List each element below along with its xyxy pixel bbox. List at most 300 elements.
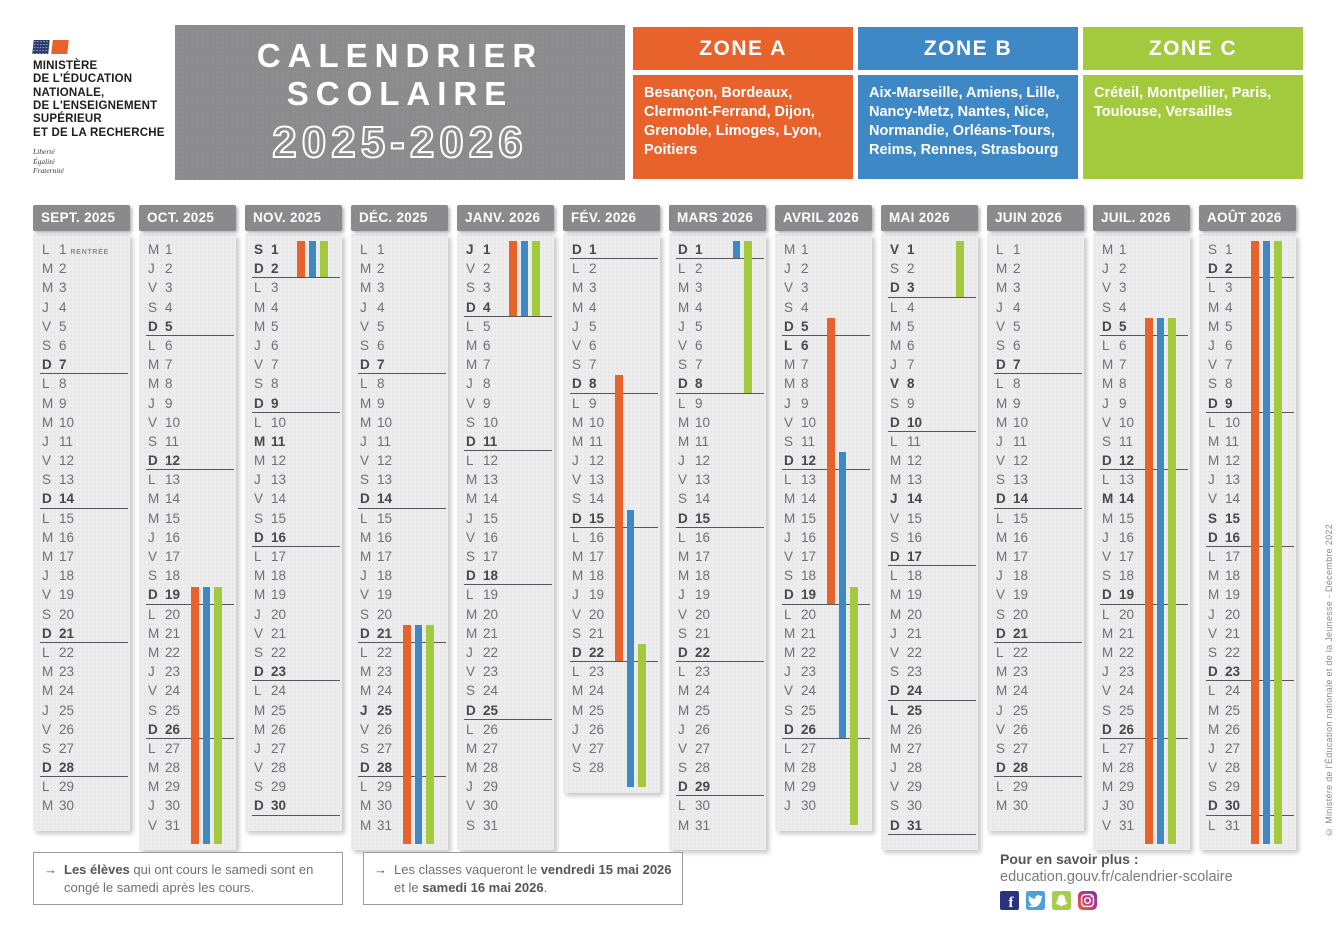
day-letter: M xyxy=(1208,318,1220,334)
month-header: AVRIL 2026 xyxy=(775,205,872,231)
day-number: 2 xyxy=(589,261,597,277)
day-number: 20 xyxy=(59,606,75,622)
day-letter: S xyxy=(890,261,900,277)
day-number: 16 xyxy=(59,529,75,545)
day-row xyxy=(245,720,342,739)
day-number: 9 xyxy=(59,395,67,411)
day-number: 4 xyxy=(589,299,597,315)
day-number: 25 xyxy=(801,702,817,718)
day-number: 31 xyxy=(377,817,393,833)
day-letter: M xyxy=(360,817,372,833)
day-row xyxy=(987,278,1084,297)
month-header: SEPT. 2025 xyxy=(33,205,130,231)
day-number: 10 xyxy=(483,414,499,430)
day-row xyxy=(987,662,1084,681)
day-letter: S xyxy=(1208,242,1218,257)
day-row xyxy=(563,336,660,355)
day-letter: M xyxy=(678,549,690,564)
day-letter: J xyxy=(148,395,155,411)
day-row xyxy=(33,489,130,508)
day-letter: S xyxy=(42,740,52,756)
day-row xyxy=(987,355,1084,374)
day-number: 27 xyxy=(695,740,711,756)
day-number: 4 xyxy=(801,299,809,315)
day-number: 14 xyxy=(801,491,817,507)
day-letter: D xyxy=(1102,453,1112,469)
day-row xyxy=(669,528,766,547)
day-number: 8 xyxy=(483,376,491,392)
day-row xyxy=(33,701,130,720)
day-number: 2 xyxy=(165,261,173,277)
day-number: 5 xyxy=(1013,318,1021,334)
day-number: 26 xyxy=(1225,721,1241,737)
day-number: 28 xyxy=(907,760,923,776)
day-letter: M xyxy=(360,664,372,680)
day-letter: M xyxy=(42,395,54,411)
day-letter: M xyxy=(42,664,54,680)
day-number: 5 xyxy=(695,318,703,334)
day-letter: D xyxy=(572,376,582,392)
day-row xyxy=(245,624,342,643)
day-letter: S xyxy=(148,433,158,449)
day-row xyxy=(457,432,554,451)
note-part: vendredi 15 mai 2026 xyxy=(540,862,672,877)
day-letter: L xyxy=(678,664,686,680)
day-letter: V xyxy=(148,414,158,430)
day-number: 29 xyxy=(483,779,499,795)
snapchat-icon[interactable] xyxy=(1052,891,1071,910)
vacation-bar-zone-b xyxy=(1263,241,1271,844)
day-letter: M xyxy=(254,433,266,449)
day-row xyxy=(351,605,448,624)
day-letter: S xyxy=(996,606,1006,622)
day-letter: S xyxy=(1102,568,1112,584)
day-letter: J xyxy=(678,721,685,737)
day-number: 21 xyxy=(1013,625,1029,641)
note-ascension-bridge xyxy=(363,852,683,905)
day-letter: S xyxy=(1208,510,1218,526)
day-letter: V xyxy=(1208,491,1218,507)
instagram-icon[interactable] xyxy=(1078,891,1097,910)
day-row xyxy=(669,509,766,528)
month-body xyxy=(987,234,1084,831)
day-letter: M xyxy=(784,644,796,660)
day-letter: M xyxy=(42,798,54,814)
day-row xyxy=(139,509,236,528)
day-letter: J xyxy=(148,798,155,814)
day-letter: M xyxy=(678,280,690,296)
day-row xyxy=(987,489,1084,508)
day-row xyxy=(881,355,978,374)
day-row xyxy=(457,317,554,336)
day-number: 24 xyxy=(165,683,181,699)
day-number: 23 xyxy=(271,664,287,680)
day-letter: L xyxy=(148,337,156,353)
day-letter: D xyxy=(254,664,264,680)
day-number: 27 xyxy=(59,740,75,756)
day-row xyxy=(245,758,342,777)
day-letter: S xyxy=(254,376,264,392)
day-letter: L xyxy=(148,740,156,756)
day-row xyxy=(881,739,978,758)
flag-orange-square xyxy=(51,40,68,54)
day-number: 27 xyxy=(907,740,923,756)
day-number: 3 xyxy=(59,280,67,296)
day-number: 21 xyxy=(695,625,711,641)
day-number: 26 xyxy=(377,721,393,737)
zone-a-box xyxy=(633,27,853,179)
day-row xyxy=(139,489,236,508)
day-letter: L xyxy=(678,798,686,814)
day-letter: M xyxy=(996,261,1008,277)
day-number: 25 xyxy=(59,702,75,718)
day-row xyxy=(245,413,342,432)
day-letter: V xyxy=(1208,760,1218,776)
day-letter: J xyxy=(572,587,579,603)
day-row xyxy=(987,317,1084,336)
day-letter: S xyxy=(148,299,158,315)
day-number: 17 xyxy=(165,549,181,564)
day-letter: D xyxy=(996,760,1006,776)
day-row xyxy=(139,394,236,413)
vacation-bar-zone-a xyxy=(403,625,411,844)
day-letter: L xyxy=(466,721,474,737)
day-number: 19 xyxy=(589,587,605,603)
day-letter: L xyxy=(42,510,50,526)
day-number: 29 xyxy=(59,779,75,795)
day-letter: D xyxy=(1208,798,1218,814)
vacation-bar-zone-b xyxy=(839,452,847,738)
day-number: 5 xyxy=(165,318,173,334)
day-row xyxy=(563,278,660,297)
twitter-icon[interactable] xyxy=(1026,891,1045,910)
day-number: 11 xyxy=(907,433,922,449)
day-number: 3 xyxy=(271,280,279,296)
vacation-bar-zone-b xyxy=(1157,318,1165,844)
day-number: 8 xyxy=(59,376,67,392)
day-letter: L xyxy=(42,242,50,257)
day-number: 26 xyxy=(801,721,817,737)
day-number: 16 xyxy=(377,529,393,545)
day-letter: D xyxy=(148,721,158,737)
day-number: 11 xyxy=(271,433,286,449)
day-number: 18 xyxy=(1225,568,1241,584)
vacation-bar-zone-b xyxy=(521,241,529,316)
day-number: 18 xyxy=(165,568,181,584)
day-row xyxy=(33,509,130,528)
day-row xyxy=(351,489,448,508)
day-number: 26 xyxy=(271,721,287,737)
day-number: 15 xyxy=(695,510,711,526)
day-letter: S xyxy=(466,414,476,430)
note-saturday-classes xyxy=(33,852,343,905)
day-number: 20 xyxy=(1225,606,1241,622)
day-row xyxy=(351,547,448,566)
day-letter: J xyxy=(148,529,155,545)
day-letter: D xyxy=(1208,395,1218,411)
day-letter: D xyxy=(466,702,476,718)
day-row xyxy=(669,432,766,451)
day-row xyxy=(33,528,130,547)
day-number: 12 xyxy=(589,453,605,469)
day-number: 17 xyxy=(1013,549,1029,564)
day-letter: S xyxy=(1102,299,1112,315)
day-letter: D xyxy=(890,683,900,699)
day-row xyxy=(563,566,660,585)
day-row xyxy=(457,355,554,374)
day-letter: L xyxy=(466,318,474,334)
day-letter: M xyxy=(148,644,160,660)
day-letter: J xyxy=(996,299,1003,315)
day-row xyxy=(457,394,554,413)
day-letter: M xyxy=(890,318,902,334)
day-row xyxy=(139,566,236,585)
day-row xyxy=(881,413,978,432)
day-letter: M xyxy=(996,395,1008,411)
day-number: 13 xyxy=(165,472,181,488)
day-letter: L xyxy=(678,261,686,277)
day-number: 9 xyxy=(271,395,279,411)
day-number: 15 xyxy=(589,510,605,526)
day-letter: M xyxy=(996,414,1008,430)
day-number: 1 xyxy=(271,242,279,257)
day-number: 11 xyxy=(589,433,604,449)
day-letter: M xyxy=(148,357,160,373)
day-number: 5 xyxy=(801,318,809,334)
note-part: qui ont cours le samedi sont en congé le samedi après les cours. xyxy=(64,862,314,895)
day-letter: D xyxy=(466,568,476,584)
day-row xyxy=(987,720,1084,739)
day-row xyxy=(987,432,1084,451)
day-row xyxy=(987,394,1084,413)
day-letter: S xyxy=(784,299,794,315)
day-number: 8 xyxy=(801,376,809,392)
day-letter: S xyxy=(254,779,264,795)
day-number: 11 xyxy=(377,433,392,449)
day-row xyxy=(669,681,766,700)
day-number: 5 xyxy=(1225,318,1233,334)
day-number: 29 xyxy=(377,779,393,795)
day-letter: J xyxy=(42,299,49,315)
day-letter: M xyxy=(1208,433,1220,449)
day-row xyxy=(457,605,554,624)
day-letter: M xyxy=(466,491,478,507)
zone-c-cities: Créteil, Montpellier, Paris, Toulouse, Versailles xyxy=(1083,75,1303,179)
day-letter: J xyxy=(360,568,367,584)
day-letter: S xyxy=(890,798,900,814)
day-row xyxy=(987,547,1084,566)
day-letter: M xyxy=(996,280,1008,296)
day-number: 9 xyxy=(695,395,703,411)
day-letter: S xyxy=(1208,644,1218,660)
day-letter: L xyxy=(996,779,1004,795)
day-letter: M xyxy=(148,491,160,507)
day-number: 22 xyxy=(377,644,393,660)
day-letter: J xyxy=(572,453,579,469)
day-number: 13 xyxy=(695,472,711,488)
day-letter: L xyxy=(572,395,580,411)
day-letter: V xyxy=(254,760,264,776)
day-letter: M xyxy=(360,280,372,296)
day-number: 2 xyxy=(1013,261,1021,277)
month-body xyxy=(457,234,554,850)
day-row xyxy=(881,816,978,835)
day-letter: S xyxy=(572,760,582,776)
day-row xyxy=(351,240,448,259)
note-part: Les élèves xyxy=(64,862,130,877)
day-row xyxy=(669,662,766,681)
day-row xyxy=(245,547,342,566)
vacation-bar-zone-c xyxy=(532,241,540,316)
day-row xyxy=(33,605,130,624)
day-row xyxy=(987,259,1084,278)
day-row xyxy=(457,643,554,662)
day-letter: L xyxy=(784,337,793,353)
day-letter: J xyxy=(1102,664,1109,680)
day-row xyxy=(139,259,236,278)
month-header: MAI 2026 xyxy=(881,205,978,231)
day-number: 19 xyxy=(377,587,393,603)
vacation-bar-zone-c xyxy=(214,587,222,845)
day-letter: D xyxy=(360,357,370,373)
day-row xyxy=(33,720,130,739)
day-row xyxy=(245,777,342,796)
day-number: 12 xyxy=(377,453,393,469)
day-letter: V xyxy=(254,357,264,373)
day-number: 2 xyxy=(483,261,491,277)
day-number: 14 xyxy=(1119,491,1135,507)
day-number: 29 xyxy=(1225,779,1241,795)
day-number: 5 xyxy=(1119,318,1127,334)
day-letter: M xyxy=(254,568,266,584)
day-row xyxy=(245,394,342,413)
day-letter: J xyxy=(254,740,261,756)
day-row xyxy=(563,585,660,604)
day-number: 6 xyxy=(59,337,67,353)
day-letter: D xyxy=(572,644,582,660)
day-letter: L xyxy=(996,376,1004,392)
day-number: 25 xyxy=(377,702,393,718)
day-number: 23 xyxy=(589,664,605,680)
day-row xyxy=(457,624,554,643)
day-letter: M xyxy=(996,664,1008,680)
day-letter: M xyxy=(890,472,902,488)
vacation-bar-zone-c xyxy=(638,644,646,786)
day-letter: V xyxy=(572,606,582,622)
day-number: 11 xyxy=(59,433,74,449)
day-letter: D xyxy=(148,453,158,469)
day-letter: D xyxy=(678,376,688,392)
day-number: 5 xyxy=(483,318,491,334)
day-number: 12 xyxy=(801,453,817,469)
day-number: 1 xyxy=(165,242,173,257)
day-number: 22 xyxy=(1225,644,1241,660)
day-letter: M xyxy=(254,453,266,469)
day-row xyxy=(457,585,554,604)
day-row xyxy=(33,317,130,336)
day-number: 10 xyxy=(377,414,393,430)
day-row xyxy=(457,796,554,815)
day-number: 22 xyxy=(1119,644,1135,660)
day-letter: M xyxy=(466,357,478,373)
day-number: 25 xyxy=(907,702,923,718)
day-number: 2 xyxy=(695,261,703,277)
day-row xyxy=(457,374,554,393)
day-number: 3 xyxy=(695,280,703,296)
day-letter: D xyxy=(466,433,476,449)
vacation-bar-zone-c xyxy=(1274,241,1282,844)
vacation-bar-zone-a xyxy=(297,241,305,277)
day-row xyxy=(669,451,766,470)
vacation-bar-zone-c xyxy=(1168,318,1176,844)
day-row xyxy=(33,240,130,259)
day-letter: L xyxy=(1208,683,1216,699)
day-number: 6 xyxy=(589,337,597,353)
day-letter: L xyxy=(784,472,792,488)
day-number: 4 xyxy=(165,299,173,315)
day-number: 30 xyxy=(483,798,499,814)
day-number: 14 xyxy=(59,491,75,507)
day-letter: M xyxy=(890,453,902,469)
day-row xyxy=(775,298,872,317)
day-letter: S xyxy=(572,491,582,507)
day-number: 30 xyxy=(377,798,393,814)
day-number: 13 xyxy=(59,472,75,488)
day-row xyxy=(669,394,766,413)
day-number: 9 xyxy=(1225,395,1233,411)
day-number: 12 xyxy=(695,453,711,469)
day-number: 17 xyxy=(801,549,817,564)
day-row xyxy=(33,796,130,815)
day-letter: M xyxy=(572,702,584,718)
day-number: 15 xyxy=(1119,510,1135,526)
day-number: 5 xyxy=(589,318,597,334)
day-number: 6 xyxy=(801,337,809,353)
day-row xyxy=(33,394,130,413)
calendar-months xyxy=(33,205,1296,850)
day-row xyxy=(351,374,448,393)
day-number: 6 xyxy=(695,337,703,353)
day-number: 28 xyxy=(1119,760,1135,776)
day-row xyxy=(881,662,978,681)
day-row xyxy=(33,413,130,432)
day-letter: S xyxy=(890,664,900,680)
day-letter: V xyxy=(466,529,476,545)
ministry-title-line: NATIONALE, xyxy=(33,86,105,99)
day-number: 5 xyxy=(377,318,385,334)
day-letter: V xyxy=(254,625,264,641)
day-number: 10 xyxy=(695,414,711,430)
day-letter: M xyxy=(42,549,54,564)
day-letter: D xyxy=(784,721,794,737)
day-letter: M xyxy=(254,702,266,718)
day-number: 22 xyxy=(907,644,923,660)
day-letter: V xyxy=(360,587,370,603)
day-row xyxy=(1093,298,1190,317)
day-number: 16 xyxy=(1013,529,1029,545)
more-info-url[interactable]: education.gouv.fr/calendrier-scolaire xyxy=(1000,869,1233,885)
day-number: 15 xyxy=(165,510,181,526)
day-number: 30 xyxy=(1119,798,1135,814)
day-letter: D xyxy=(784,453,794,469)
day-row xyxy=(987,701,1084,720)
day-number: 15 xyxy=(1225,510,1241,526)
facebook-icon[interactable] xyxy=(1000,891,1019,910)
day-number: 30 xyxy=(165,798,181,814)
day-number: 1 xyxy=(1225,242,1233,257)
day-letter: J xyxy=(466,644,473,660)
day-row xyxy=(669,739,766,758)
